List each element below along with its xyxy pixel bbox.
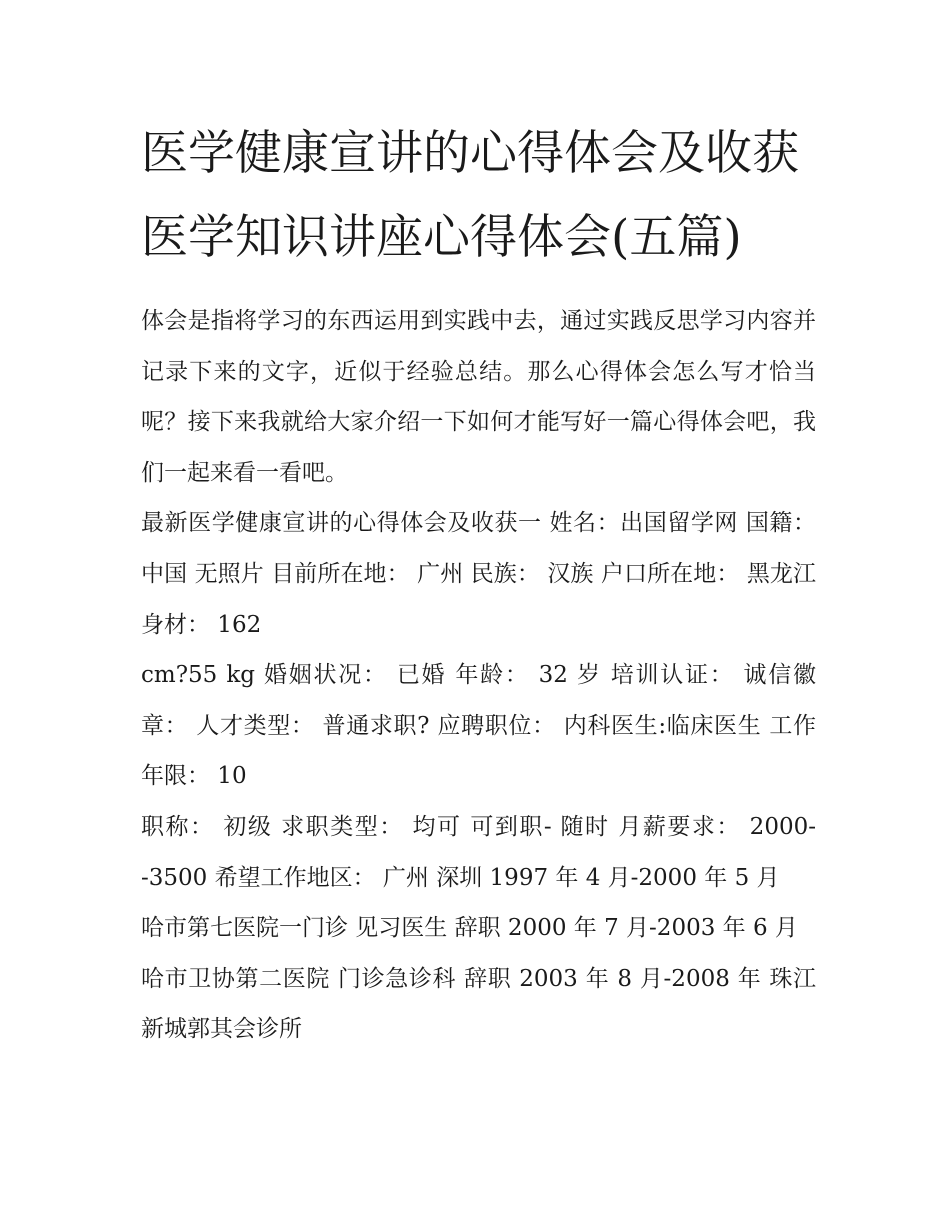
body-paragraph: cm?55 kg 婚姻状况： 已婚 年龄： 32 岁 培训认证： 诚信徽章： 人才类型： 普通求职? 应聘职位： 内科医生:临床医生 工作年限： 10 [141, 662, 816, 790]
body-paragraph: 职称： 初级 求职类型： 均可 可到职- 随时 月薪要求： 2000--3500 希望工作地区： 广州 深圳 1997 年 4 月-2000 年 5 月 [141, 813, 816, 891]
body-paragraph: 哈市卫协第二医院 门诊急诊科 辞职 2003 年 8 月-2008 年 珠江新城郭其会诊所 [141, 965, 816, 1043]
document-page [141, 112, 816, 1055]
body-paragraph: 哈市第七医院一门诊 见习医生 辞职 2000 年 7 月-2003 年 6 月 [141, 915, 798, 942]
document-title: 医学健康宣讲的心得体会及收获 医学知识讲座心得体会(五篇) [141, 126, 799, 265]
body-paragraph: 最新医学健康宣讲的心得体会及收获一 姓名：出国留学网 国籍： 中国 无照片 目前所在地： 广州 民族： 汉族 户口所在地： 黑龙江 身材： 162 [141, 510, 816, 638]
intro-paragraph: 体会是指将学习的东西运用到实践中去，通过实践反思学习内容并记录下来的文字，近似于经验总结。那么心得体会怎么写才恰当呢？接下来我就给大家介绍一下如何才能写好一篇心得体会吧，我们一起来看一看吧。 [141, 308, 816, 486]
